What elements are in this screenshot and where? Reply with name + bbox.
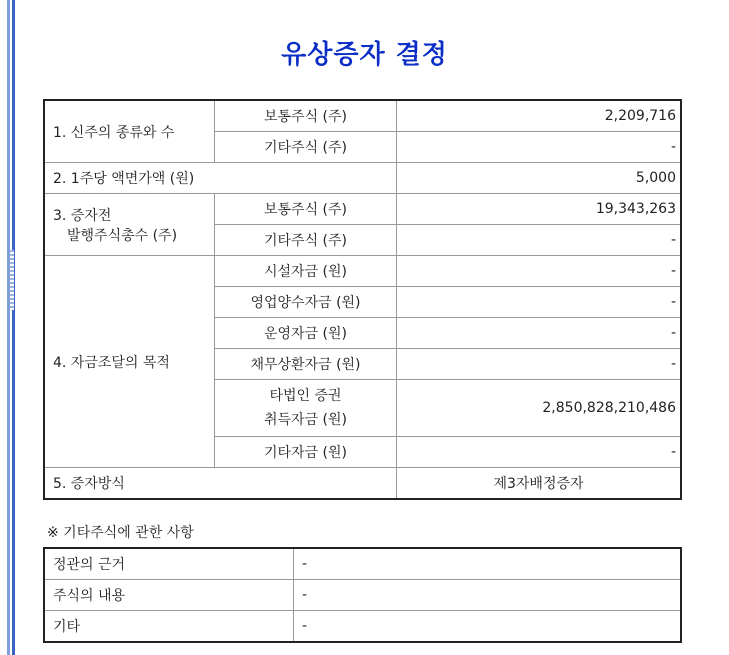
cell-value: 제3자배정증자 [397,468,682,500]
main-table [43,99,682,500]
cell-value: - [397,287,682,318]
sub-label: 기타주식 (주) [215,225,397,256]
sub-label: 채무상환자금 (원) [215,349,397,380]
table-row [44,256,681,287]
left-frame-bar [0,0,22,655]
sub-label: 기타자금 (원) [215,437,397,468]
document-title: 유상증자 결정 [281,40,448,70]
table-row [44,548,681,580]
other-stock-table [43,547,682,643]
cell-value: - [397,256,682,287]
cell-value: 2,209,716 [397,100,682,132]
sub-label-line: 타법인 증권 [269,388,342,404]
table-row [44,611,681,643]
frame-line [12,0,15,655]
sub-label: 기타주식 (주) [215,132,397,163]
cell-value: - [294,580,682,611]
sub-label: 운영자금 (원) [215,318,397,349]
row-label-line: 3. 증자전 [53,207,112,224]
row-label: 5. 증자방식 [44,468,397,500]
cell-value: 5,000 [397,163,682,194]
cell-value: - [294,548,682,580]
row-label: 2. 1주당 액면가액 (원) [44,163,397,194]
table-row [44,163,681,194]
table-row [44,100,681,132]
table-row [44,194,681,225]
cell-value: - [397,318,682,349]
row-label: 1. 신주의 종류와 수 [44,100,215,163]
table-row [44,468,681,500]
sub-label-line: 취득자금 (원) [264,412,347,428]
row-label: 4. 자금조달의 목적 [44,256,215,468]
section-note: ※ 기타주식에 관한 사항 [47,525,194,541]
cell-value: - [397,132,682,163]
row-label: 주식의 내용 [44,580,294,611]
row-label: 정관의 근거 [44,548,294,580]
sub-label [215,380,397,437]
cell-value: 2,850,828,210,486 [397,380,682,437]
cell-value: - [397,437,682,468]
frame-line [7,0,10,655]
row-label [44,194,215,256]
cell-value: - [397,349,682,380]
table-row [44,580,681,611]
sub-label: 시설자금 (원) [215,256,397,287]
frame-resize-grip[interactable] [10,250,14,310]
sub-label: 보통주식 (주) [215,194,397,225]
cell-value: 19,343,263 [397,194,682,225]
cell-value: - [294,611,682,643]
cell-value: - [397,225,682,256]
row-label: 기타 [44,611,294,643]
sub-label: 영업양수자금 (원) [215,287,397,318]
row-label-line: 발행주식총수 (주) [67,227,178,244]
sub-label: 보통주식 (주) [215,100,397,132]
